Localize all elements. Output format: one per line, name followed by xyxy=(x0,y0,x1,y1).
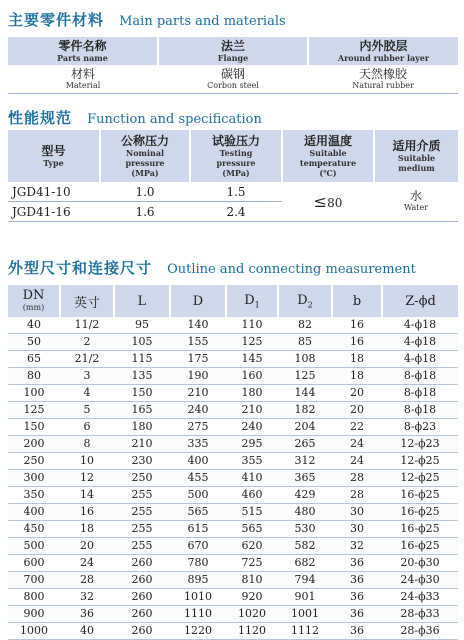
cell-inch: 28 xyxy=(60,572,114,589)
less-equal-symbol: ≤ xyxy=(313,192,328,211)
parts-header-cell xyxy=(158,37,308,65)
cell-z-phi-d: 12-ϕ25 xyxy=(382,453,458,470)
parts-cell xyxy=(308,65,458,94)
cell-d1: 1020 xyxy=(226,606,278,623)
cell-z-phi-d: 28-ϕ33 xyxy=(382,606,458,623)
d1-subscript: 1 xyxy=(254,300,260,310)
cell-b: 18 xyxy=(332,351,382,368)
cell-d: 780 xyxy=(170,555,226,572)
cell-z-phi-d: 4-ϕ18 xyxy=(382,351,458,368)
parts-table xyxy=(8,37,458,94)
cell-inch: 4 xyxy=(60,385,114,402)
cell-d: 455 xyxy=(170,470,226,487)
cell-d1: 295 xyxy=(226,436,278,453)
cell-d1: 725 xyxy=(226,555,278,572)
table-row xyxy=(8,470,458,487)
cell-l: 210 xyxy=(114,436,170,453)
cell-l: 260 xyxy=(114,606,170,623)
cell-d2: 125 xyxy=(278,368,332,385)
cell-b: 36 xyxy=(332,555,382,572)
cell-d2: 794 xyxy=(278,572,332,589)
dn-label: DN xyxy=(22,288,45,303)
cell-inch: 18 xyxy=(60,521,114,538)
header-unit: (MPa) xyxy=(131,167,159,178)
cell-b: 22 xyxy=(332,419,382,436)
cell-inch: 16 xyxy=(60,504,114,521)
cell-inch: 20 xyxy=(60,538,114,555)
header-en: pressure xyxy=(216,157,256,168)
spec-heading-en: Function and specification xyxy=(87,112,262,127)
cell-d1: 180 xyxy=(226,385,278,402)
cell-d: 275 xyxy=(170,419,226,436)
cell-d: 140 xyxy=(170,317,226,334)
spec-row xyxy=(8,182,458,202)
header-en: Flange xyxy=(217,52,249,63)
header-en: pressure xyxy=(125,157,165,168)
cell-l: 150 xyxy=(114,385,170,402)
cell-d1: 620 xyxy=(226,538,278,555)
cell-b: 18 xyxy=(332,368,382,385)
cell-d2: 312 xyxy=(278,453,332,470)
header-unit: (℃) xyxy=(319,167,337,178)
cell-inch: 11/2 xyxy=(60,317,114,334)
cell-b: 36 xyxy=(332,623,382,640)
cell-b: 24 xyxy=(332,436,382,453)
cell-z-phi-d: 28-ϕ36 xyxy=(382,623,458,640)
dims-header-b: b xyxy=(332,285,382,317)
cell-d2: 108 xyxy=(278,351,332,368)
header-cn: 零件名称 xyxy=(58,38,107,53)
dims-heading-en: Outline and connecting measurement xyxy=(167,262,416,277)
dims-header-row xyxy=(8,285,458,317)
cell-inch: 3 xyxy=(60,368,114,385)
cell-l: 165 xyxy=(114,402,170,419)
cell-b: 28 xyxy=(332,487,382,504)
parts-header-row xyxy=(8,37,458,65)
spec-model: JGD41-10 xyxy=(8,182,100,202)
table-row xyxy=(8,368,458,385)
cell-z-phi-d: 4-ϕ18 xyxy=(382,317,458,334)
table-row xyxy=(8,385,458,402)
cell-z-phi-d: 8-ϕ18 xyxy=(382,402,458,419)
spec-table xyxy=(8,130,458,222)
cell-d2: 901 xyxy=(278,589,332,606)
spec-nominal: 1.6 xyxy=(100,202,190,222)
table-row xyxy=(8,538,458,555)
cell-z-phi-d: 16-ϕ25 xyxy=(382,487,458,504)
parts-header-cell xyxy=(8,37,158,65)
cell-en: Corbon steel xyxy=(207,80,259,90)
spec-header-type xyxy=(8,130,100,182)
cell-cn: 碳钢 xyxy=(220,66,245,81)
cell-z-phi-d: 12-ϕ25 xyxy=(382,470,458,487)
cell-d2: 204 xyxy=(278,419,332,436)
cell-b: 16 xyxy=(332,334,382,351)
cell-b: 30 xyxy=(332,504,382,521)
cell-l: 255 xyxy=(114,538,170,555)
cell-inch: 24 xyxy=(60,555,114,572)
cell-dn: 300 xyxy=(8,470,60,487)
cell-d1: 410 xyxy=(226,470,278,487)
cell-l: 260 xyxy=(114,589,170,606)
spec-testing: 2.4 xyxy=(190,202,282,222)
cell-b: 28 xyxy=(332,470,382,487)
cell-b: 20 xyxy=(332,402,382,419)
dims-heading xyxy=(8,258,416,280)
cell-l: 105 xyxy=(114,334,170,351)
cell-d1: 160 xyxy=(226,368,278,385)
dims-heading-cn: 外型尺寸和连接尺寸 xyxy=(8,259,153,277)
d2-label: D xyxy=(297,292,308,308)
cell-dn: 100 xyxy=(8,385,60,402)
header-en: Nominal xyxy=(125,147,165,158)
cell-dn: 150 xyxy=(8,419,60,436)
table-row xyxy=(8,606,458,623)
cell-dn: 800 xyxy=(8,589,60,606)
header-en: Type xyxy=(43,157,64,168)
cell-z-phi-d: 8-ϕ23 xyxy=(382,419,458,436)
cell-l: 115 xyxy=(114,351,170,368)
cell-d: 175 xyxy=(170,351,226,368)
cell-d2: 530 xyxy=(278,521,332,538)
cell-inch: 40 xyxy=(60,623,114,640)
cell-d1: 355 xyxy=(226,453,278,470)
table-row xyxy=(8,419,458,436)
cell-d2: 144 xyxy=(278,385,332,402)
spec-testing: 1.5 xyxy=(190,182,282,202)
cell-d: 565 xyxy=(170,504,226,521)
medium-cn: 水 xyxy=(409,189,422,203)
cell-inch: 6 xyxy=(60,419,114,436)
cell-dn: 65 xyxy=(8,351,60,368)
header-en: Testing xyxy=(219,147,253,158)
parts-heading xyxy=(8,10,286,32)
cell-cn: 天然橡胶 xyxy=(358,66,407,81)
cell-b: 36 xyxy=(332,606,382,623)
cell-en: Natural rubber xyxy=(352,80,414,90)
cell-d1: 515 xyxy=(226,504,278,521)
temperature-value: 80 xyxy=(327,196,343,210)
dims-header-inch: 英寸 xyxy=(60,285,114,317)
cell-b: 30 xyxy=(332,521,382,538)
cell-d1: 1120 xyxy=(226,623,278,640)
header-cn: 公称压力 xyxy=(120,133,169,148)
table-row xyxy=(8,436,458,453)
cell-b: 24 xyxy=(332,453,382,470)
table-row xyxy=(8,334,458,351)
spec-nominal: 1.0 xyxy=(100,182,190,202)
cell-d: 615 xyxy=(170,521,226,538)
cell-dn: 450 xyxy=(8,521,60,538)
spec-temperature xyxy=(282,182,374,222)
cell-d2: 480 xyxy=(278,504,332,521)
cell-z-phi-d: 16-ϕ25 xyxy=(382,538,458,555)
cell-d2: 1112 xyxy=(278,623,332,640)
cell-d1: 460 xyxy=(226,487,278,504)
cell-l: 255 xyxy=(114,504,170,521)
cell-d: 240 xyxy=(170,402,226,419)
dimensions-table xyxy=(8,285,458,640)
spec-header-testing xyxy=(190,130,282,182)
cell-d: 895 xyxy=(170,572,226,589)
cell-dn: 125 xyxy=(8,402,60,419)
table-row xyxy=(8,589,458,606)
header-unit: (MPa) xyxy=(222,167,250,178)
d2-subscript: 2 xyxy=(307,300,313,310)
cell-z-phi-d: 4-ϕ18 xyxy=(382,334,458,351)
cell-z-phi-d: 24-ϕ33 xyxy=(382,589,458,606)
table-row xyxy=(8,555,458,572)
cell-en: Material xyxy=(65,80,101,90)
header-cn: 内外胶层 xyxy=(359,38,408,53)
cell-inch: 5 xyxy=(60,402,114,419)
cell-d1: 110 xyxy=(226,317,278,334)
cell-z-phi-d: 16-ϕ25 xyxy=(382,504,458,521)
table-row xyxy=(8,521,458,538)
dims-header-l: L xyxy=(114,285,170,317)
cell-d: 190 xyxy=(170,368,226,385)
cell-dn: 40 xyxy=(8,317,60,334)
spec-header-row xyxy=(8,130,458,182)
cell-l: 260 xyxy=(114,555,170,572)
parts-cell xyxy=(8,65,158,94)
table-row xyxy=(8,351,458,368)
cell-d2: 682 xyxy=(278,555,332,572)
dims-header-d2 xyxy=(278,285,332,317)
header-cn: 适用介质 xyxy=(392,138,441,153)
cell-b: 32 xyxy=(332,538,382,555)
cell-dn: 900 xyxy=(8,606,60,623)
cell-z-phi-d: 24-ϕ30 xyxy=(382,572,458,589)
cell-inch: 32 xyxy=(60,589,114,606)
cell-dn: 1000 xyxy=(8,623,60,640)
parts-material-row xyxy=(8,65,458,94)
table-row xyxy=(8,623,458,640)
header-cn: 试验压力 xyxy=(211,133,260,148)
cell-dn: 500 xyxy=(8,538,60,555)
table-row xyxy=(8,572,458,589)
cell-d: 155 xyxy=(170,334,226,351)
cell-dn: 80 xyxy=(8,368,60,385)
cell-l: 260 xyxy=(114,572,170,589)
cell-inch: 21/2 xyxy=(60,351,114,368)
d1-label: D xyxy=(244,292,255,308)
dims-body xyxy=(8,317,458,640)
dims-header-d: D xyxy=(170,285,226,317)
cell-d: 670 xyxy=(170,538,226,555)
parts-heading-en: Main parts and materials xyxy=(119,14,286,29)
cell-z-phi-d: 12-ϕ23 xyxy=(382,436,458,453)
cell-d: 335 xyxy=(170,436,226,453)
medium-en: Water xyxy=(403,203,429,212)
cell-dn: 350 xyxy=(8,487,60,504)
dims-header-dn xyxy=(8,285,60,317)
cell-d2: 582 xyxy=(278,538,332,555)
spec-header-nominal xyxy=(100,130,190,182)
cell-d: 210 xyxy=(170,385,226,402)
cell-d1: 810 xyxy=(226,572,278,589)
cell-dn: 250 xyxy=(8,453,60,470)
dims-header-zd: Z-ϕd xyxy=(382,285,458,317)
cell-d2: 1001 xyxy=(278,606,332,623)
parts-header-cell xyxy=(308,37,458,65)
cell-dn: 50 xyxy=(8,334,60,351)
cell-inch: 36 xyxy=(60,606,114,623)
cell-l: 95 xyxy=(114,317,170,334)
spec-header-temperature xyxy=(282,130,374,182)
spec-heading-cn: 性能规范 xyxy=(8,109,73,127)
header-cn: 型号 xyxy=(41,143,66,158)
dims-header-d1 xyxy=(226,285,278,317)
cell-d: 1010 xyxy=(170,589,226,606)
cell-d2: 365 xyxy=(278,470,332,487)
cell-l: 260 xyxy=(114,623,170,640)
header-en: temperature xyxy=(299,157,357,168)
cell-cn: 材料 xyxy=(70,66,95,81)
cell-l: 255 xyxy=(114,521,170,538)
cell-d1: 145 xyxy=(226,351,278,368)
cell-l: 135 xyxy=(114,368,170,385)
cell-b: 36 xyxy=(332,589,382,606)
cell-d1: 920 xyxy=(226,589,278,606)
cell-d2: 265 xyxy=(278,436,332,453)
parts-heading-cn: 主要零件材料 xyxy=(8,11,105,29)
cell-b: 16 xyxy=(332,317,382,334)
cell-z-phi-d: 20-ϕ30 xyxy=(382,555,458,572)
dn-unit: (mm) xyxy=(22,303,45,312)
cell-d2: 85 xyxy=(278,334,332,351)
header-en: Around rubber layer xyxy=(337,52,430,63)
cell-l: 250 xyxy=(114,470,170,487)
cell-d: 400 xyxy=(170,453,226,470)
parts-cell xyxy=(158,65,308,94)
cell-d: 1220 xyxy=(170,623,226,640)
cell-d1: 240 xyxy=(226,419,278,436)
cell-b: 20 xyxy=(332,385,382,402)
spec-heading xyxy=(8,108,262,130)
cell-d1: 565 xyxy=(226,521,278,538)
cell-inch: 2 xyxy=(60,334,114,351)
cell-l: 180 xyxy=(114,419,170,436)
cell-l: 230 xyxy=(114,453,170,470)
cell-inch: 12 xyxy=(60,470,114,487)
header-en: Suitable xyxy=(397,152,436,163)
table-row xyxy=(8,487,458,504)
cell-d: 500 xyxy=(170,487,226,504)
cell-d1: 210 xyxy=(226,402,278,419)
header-cn: 适用温度 xyxy=(303,133,352,148)
cell-d2: 182 xyxy=(278,402,332,419)
cell-d2: 429 xyxy=(278,487,332,504)
header-cn: 法兰 xyxy=(220,38,245,53)
cell-d: 1110 xyxy=(170,606,226,623)
table-row xyxy=(8,402,458,419)
cell-b: 36 xyxy=(332,572,382,589)
cell-dn: 400 xyxy=(8,504,60,521)
cell-dn: 700 xyxy=(8,572,60,589)
spec-header-medium xyxy=(374,130,458,182)
cell-dn: 200 xyxy=(8,436,60,453)
spec-medium xyxy=(374,182,458,222)
cell-d2: 82 xyxy=(278,317,332,334)
cell-z-phi-d: 16-ϕ25 xyxy=(382,521,458,538)
cell-z-phi-d: 8-ϕ18 xyxy=(382,368,458,385)
header-en: Parts name xyxy=(57,52,108,63)
table-row xyxy=(8,317,458,334)
cell-z-phi-d: 8-ϕ18 xyxy=(382,385,458,402)
table-row xyxy=(8,453,458,470)
table-row xyxy=(8,504,458,521)
cell-l: 255 xyxy=(114,487,170,504)
cell-dn: 600 xyxy=(8,555,60,572)
cell-inch: 14 xyxy=(60,487,114,504)
cell-inch: 10 xyxy=(60,453,114,470)
header-en: Suitable xyxy=(309,147,347,158)
cell-d1: 125 xyxy=(226,334,278,351)
header-en: medium xyxy=(398,162,435,173)
spec-model: JGD41-16 xyxy=(8,202,100,222)
cell-inch: 8 xyxy=(60,436,114,453)
